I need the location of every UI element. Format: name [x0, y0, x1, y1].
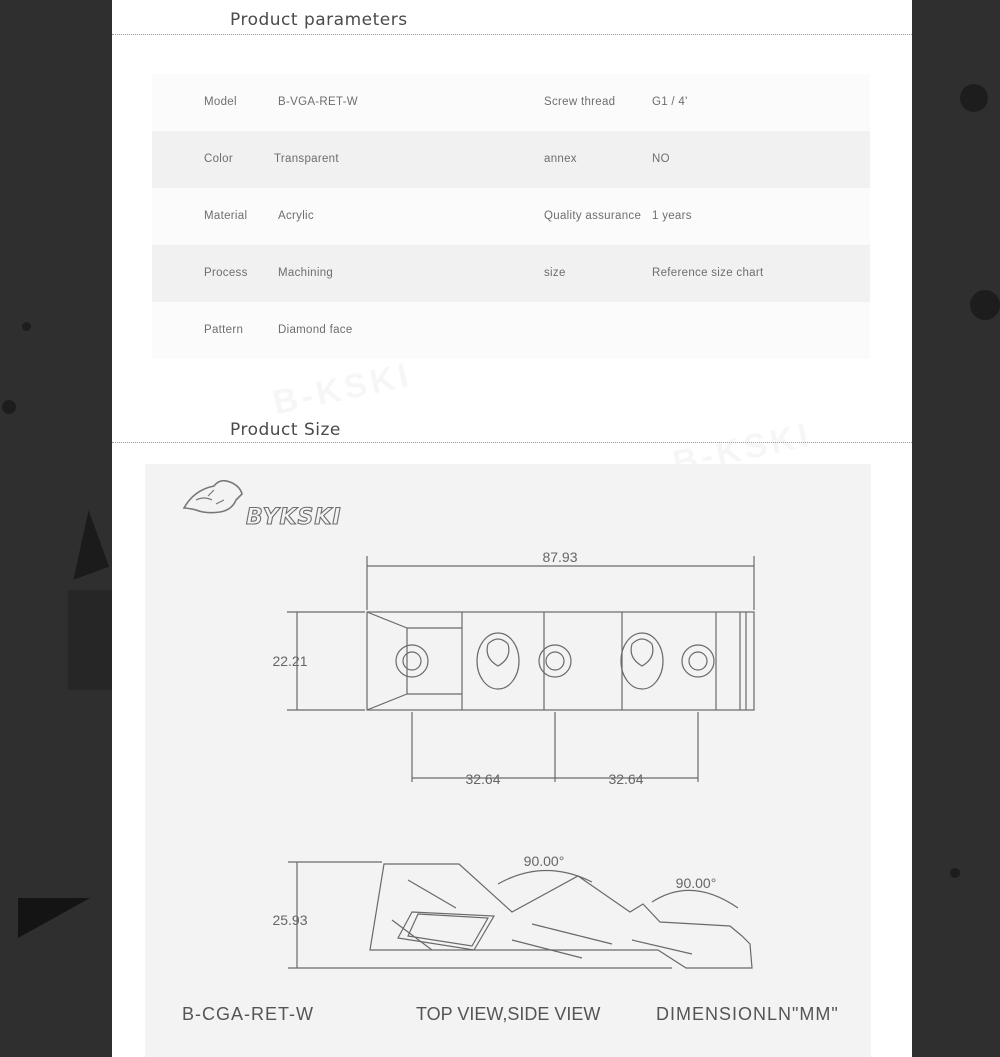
dim-length: 87.93	[542, 549, 578, 565]
byksKI-logo-icon	[184, 481, 242, 513]
dim-height: 25.93	[272, 912, 308, 928]
param-value: Reference size chart	[652, 267, 764, 279]
param-value: G1 / 4'	[652, 96, 688, 108]
bg-dot	[2, 400, 16, 414]
top-view-outline	[367, 612, 754, 710]
param-value: B-VGA-RET-W	[278, 96, 358, 108]
param-value: Acrylic	[278, 210, 314, 222]
bg-dot	[22, 322, 31, 331]
dim-spacing-a: 32.64	[465, 771, 501, 787]
param-label: annex	[544, 153, 577, 165]
param-label: Pattern	[204, 324, 244, 336]
bg-dot	[970, 290, 1000, 320]
dim-width: 22.21	[272, 653, 308, 669]
bg-block	[68, 590, 112, 690]
size-title: Product Size	[230, 420, 341, 440]
bg-dot	[950, 868, 960, 878]
dim-angle-a: 90.00°	[523, 853, 565, 869]
dimension-drawing	[112, 0, 912, 1057]
logo-text: BYKSKI	[246, 505, 342, 530]
dim-angle-b: 90.00°	[675, 875, 717, 891]
caption-model: B-CGA-RET-W	[182, 1004, 314, 1024]
bg-triangle	[18, 898, 90, 938]
param-label: Color	[204, 153, 233, 165]
dim-spacing-b: 32.64	[608, 771, 644, 787]
caption-units: DIMENSIONLN"MM"	[656, 1004, 839, 1024]
param-label: Material	[204, 210, 248, 222]
param-value: Diamond face	[278, 324, 353, 336]
param-label: size	[544, 267, 566, 279]
param-value: Machining	[278, 267, 334, 279]
param-label: Screw thread	[544, 96, 616, 108]
param-label: Process	[204, 267, 248, 279]
caption-views: TOP VIEW,SIDE VIEW	[416, 1004, 601, 1024]
param-value: Transparent	[274, 153, 339, 165]
bg-triangle	[53, 510, 109, 579]
param-value: NO	[652, 153, 670, 165]
param-value: 1 years	[652, 210, 692, 222]
bg-dot	[960, 84, 988, 112]
parameters-title: Product parameters	[230, 10, 408, 30]
param-label: Quality assurance	[544, 210, 642, 222]
product-panel	[112, 0, 912, 1057]
param-label: Model	[204, 96, 237, 108]
